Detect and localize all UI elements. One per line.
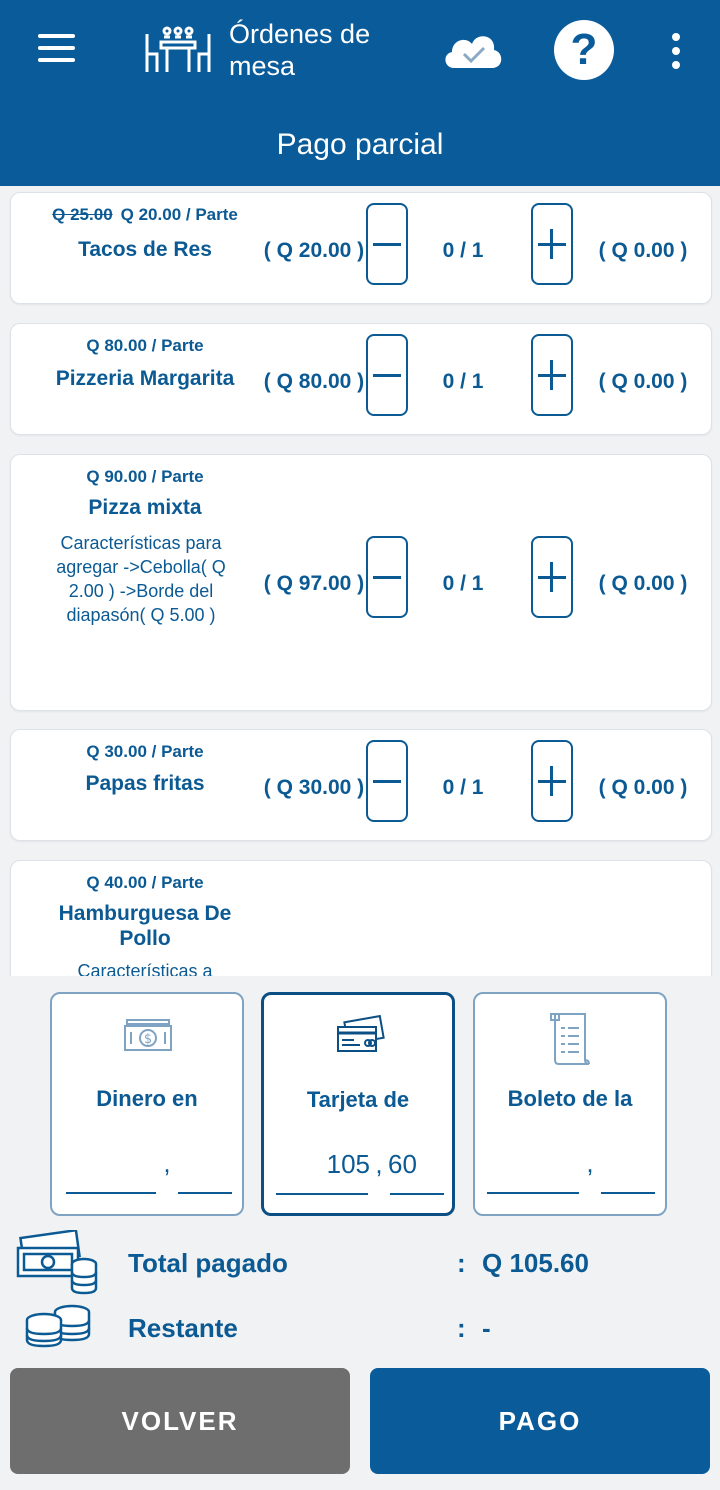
item-unit-price: Q 80.00 / Parte [86, 336, 204, 355]
item-quantity: 0 / 1 [442, 370, 484, 393]
item-subtotal: ( Q 30.00 ) [263, 776, 365, 799]
back-button[interactable]: VOLVER [10, 1368, 350, 1474]
ticket-icon [545, 1010, 597, 1068]
item-subtotal: ( Q 80.00 ) [263, 370, 365, 393]
item-subtotal: ( Q 97.00 ) [263, 572, 365, 595]
item-unit-price: Q 20.00 / Parte [120, 205, 238, 224]
decimal-separator: , [163, 1148, 171, 1178]
order-items-list[interactable] [0, 186, 720, 976]
cash-coins-icon [14, 1230, 98, 1296]
cloud-check-icon[interactable] [440, 26, 506, 72]
item-unit-price: Q 30.00 / Parte [86, 742, 204, 761]
order-item-card [10, 192, 712, 304]
payment-method-cash[interactable] [50, 992, 244, 1216]
decrease-button[interactable] [366, 203, 408, 285]
payment-method-label: Boleto de la [507, 1086, 633, 1111]
item-unit-price: Q 40.00 / Parte [86, 873, 204, 892]
cash-icon [122, 1012, 174, 1058]
item-unit-price: Q 90.00 / Parte [86, 467, 204, 486]
item-name: Papas fritas [85, 772, 205, 795]
decrease-button[interactable] [366, 536, 408, 618]
payment-method-label: Dinero en [96, 1086, 198, 1111]
total-paid-colon: : [457, 1248, 466, 1278]
item-modifiers: Características para agregar ->Cebolla( Q 2.00 ) ->Borde del diapasón( Q 5.00 ) [56, 533, 226, 625]
table-icon [143, 24, 213, 76]
item-old-price: Q 25.00 [52, 205, 113, 224]
integer-underline [276, 1193, 368, 1195]
decimal-separator: , [375, 1149, 383, 1179]
decrease-button[interactable] [366, 740, 408, 822]
item-price [11, 205, 279, 225]
remaining-value: - [482, 1313, 491, 1343]
item-subtotal: ( Q 20.00 ) [263, 239, 365, 262]
menu-icon[interactable] [38, 34, 75, 62]
item-modifiers: Características a [77, 961, 213, 976]
increase-button[interactable] [531, 203, 573, 285]
decimal-underline [178, 1192, 232, 1194]
item-name: Pizza mixta [88, 496, 202, 519]
app-title: Órdenes de mesa [229, 19, 371, 81]
pay-button[interactable]: PAGO [370, 1368, 710, 1474]
increase-button[interactable] [531, 334, 573, 416]
screen-title: Pago parcial [276, 128, 444, 161]
total-paid-label: Total pagado [128, 1248, 288, 1278]
item-paid-amount: ( Q 0.00 ) [598, 239, 688, 262]
item-paid-amount: ( Q 0.00 ) [598, 776, 688, 799]
decimal-separator: , [586, 1148, 594, 1178]
item-name: Tacos de Res [78, 238, 212, 261]
item-paid-amount: ( Q 0.00 ) [598, 370, 688, 393]
more-vert-icon[interactable] [670, 33, 682, 69]
increase-button[interactable] [531, 536, 573, 618]
item-name: Hamburguesa De Pollo [58, 902, 232, 950]
decimal-underline [601, 1192, 655, 1194]
payment-method-card[interactable] [261, 992, 455, 1216]
remaining-label: Restante [128, 1313, 238, 1343]
item-quantity: 0 / 1 [442, 572, 484, 595]
svg-text:$: $ [143, 1032, 153, 1047]
credit-card-icon [334, 1013, 386, 1059]
item-name: Pizzeria Margarita [55, 367, 235, 390]
item-quantity: 0 / 1 [442, 239, 484, 262]
integer-underline [66, 1192, 156, 1194]
decrease-button[interactable] [366, 334, 408, 416]
integer-underline [487, 1192, 579, 1194]
total-paid-value: Q 105.60 [482, 1248, 589, 1278]
app-bar [0, 0, 720, 186]
order-item-card [10, 454, 712, 711]
amount-decimal-input[interactable]: 60 [388, 1149, 417, 1179]
help-icon[interactable]: ? [554, 20, 614, 80]
payment-method-ticket[interactable] [473, 992, 667, 1216]
remaining-colon: : [457, 1313, 466, 1343]
payment-method-label: Tarjeta de [306, 1087, 410, 1112]
order-item-card [10, 729, 712, 841]
increase-button[interactable] [531, 740, 573, 822]
order-item-card [10, 323, 712, 435]
item-quantity: 0 / 1 [442, 776, 484, 799]
amount-integer-input[interactable]: 105 [326, 1149, 370, 1179]
coins-icon [24, 1304, 92, 1348]
order-item-card [10, 860, 712, 976]
item-paid-amount: ( Q 0.00 ) [598, 572, 688, 595]
decimal-underline [390, 1193, 444, 1195]
